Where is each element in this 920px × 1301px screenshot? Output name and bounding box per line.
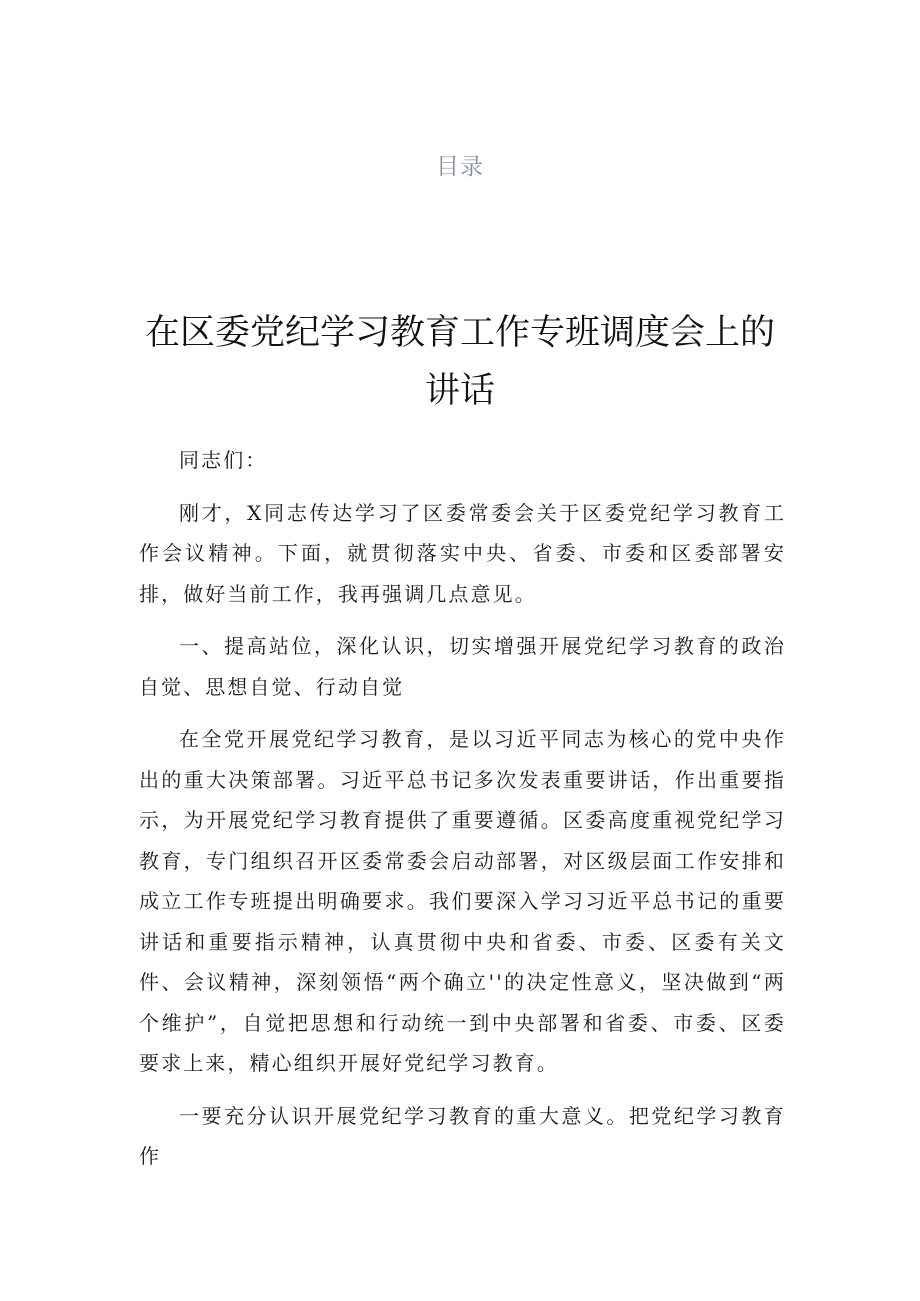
document-title: 在区委党纪学习教育工作专班调度会上的讲话 — [144, 313, 775, 411]
paragraph-continued: 一要充分认识开展党纪学习教育的重大意义。把党纪学习教育作 — [139, 1103, 786, 1168]
paragraph-intro: 刚才，X同志传达学习了区委常委会关于区委党纪学习教育工作会议精神。下面，就贯彻落实中央、省委、市委和区委部署安排，做好当前工作，我再强调几点意见。 — [139, 500, 786, 606]
toc-label: 目录 — [436, 154, 484, 180]
section-heading: 一、提高站位，深化认识，切实增强开展党纪学习教育的政治自觉、思想自觉、行动自觉 — [139, 634, 786, 699]
paragraph-main: 在全党开展党纪学习教育，是以习近平同志为核心的党中央作出的重大决策部署。习近平总书记多次发表重要讲话，作出重要指示，为开展党纪学习教育提供了重要遵循。区委高度重视党纪学习教育，专门组织召开区委常委会启动部署，对区级层面工作安排和成立工作专班提出明确要求。我们要深入学习习近平总书记的重要讲话和重要指示精神，认真贯彻中央和省委、市委、区委有关文件、会议精神，深刻领悟“两个确立''的决定性意义，坚决做到“两个维护”，自觉把思想和行动统一到中央部署和省委、市委、区委要求上来，精心组织开展好党纪学习教育。 — [139, 727, 786, 1075]
document-body — [139, 440, 786, 1189]
salutation: 同志们： — [179, 448, 268, 472]
